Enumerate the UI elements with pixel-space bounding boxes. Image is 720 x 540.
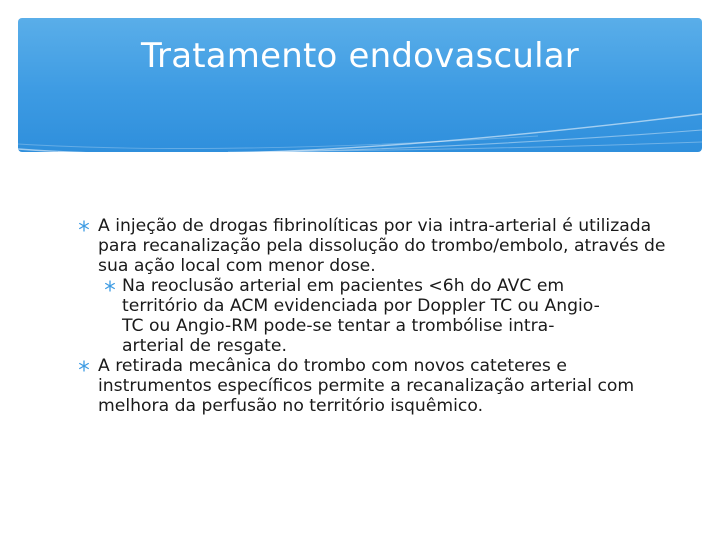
asterisk-icon <box>104 280 116 292</box>
bullet-list <box>0 216 720 416</box>
asterisk-icon <box>78 360 90 372</box>
sub-bullet-item <box>122 276 602 356</box>
bullet-text: A retirada mecânica do trombo com novos cateteres e instrumentos específicos permite a recanalização arterial com melhora da perfusão no território isquêmico. <box>98 356 635 416</box>
bullet-text: A injeção de drogas fibrinolíticas por via intra-arterial é utilizada para recanalização pela dissolução do trombo/embolo, através de sua ação local com menor dose. <box>98 216 666 276</box>
slide-title: Tratamento endovascular <box>141 36 579 76</box>
bullet-item <box>98 356 668 416</box>
sub-bullet-text: Na reoclusão arterial em pacientes <6h do AVC em território da ACM evidenciada por Doppler TC ou Angio-TC ou Angio-RM pode-se tentar a trombólise intra-arterial de resgate. <box>122 276 600 356</box>
bullet-item <box>98 216 668 276</box>
asterisk-icon <box>78 220 90 232</box>
